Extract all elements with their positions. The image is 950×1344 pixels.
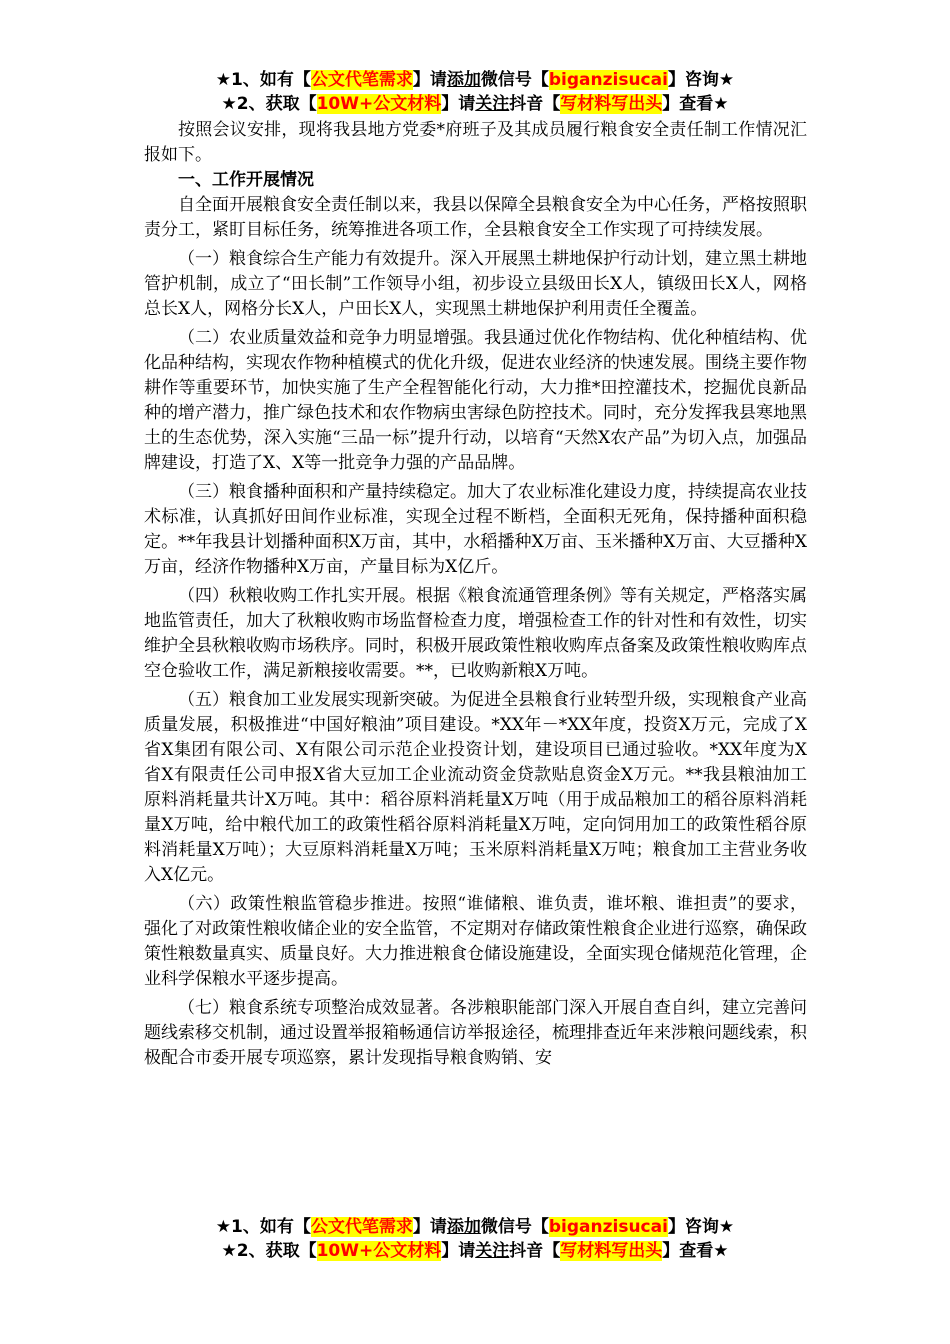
promo-text: 】咨询★ [667,1217,735,1237]
promo-highlight: 10W+公文材料 [316,1241,442,1261]
promo-underline: 添加 [446,70,481,90]
paragraph-4: （四）秋粮收购工作扎实开展。根据《粮食流通管理条例》等有关规定，严格落实属地监管责任，加大了秋粮收购市场监督检查力度，增强检查工作的针对性和有效性，切实维护全县秋粮收购市场秩序。同时，积极开展政策性粮收购库点备案及政策性粮收购库点空仓验收工作，满足新粮接收需要。**，已收购新粮X万吨。 [144,586,807,681]
paragraph-5: （五）粮食加工业发展实现新突破。为促进全县粮食行业转型升级，实现粮食产业高质量发展，积极推进“中国好粮油”项目建设。*XX年－*XX年度，投资X万元，完成了X省X集团有限公司、X有限公司示范企业投资计划，建设项目已通过验收。*XX年度为X省X有限责任公司申报X省大豆加工企业流动资金贷款贴息资金X万元。**我县粮油加工原料消耗量共计X万吨。其中：稻谷原料消耗量X万吨（用于成品粮加工的稻谷原料消耗量X万吨，给中粮代加工的政策性稻谷原料消耗量X万吨，定向饲用加工的政策性稻谷原料消耗量X万吨）；大豆原料消耗量X万吨；玉米原料消耗量X万吨；粮食加工主营业务收入X亿元。 [144,690,807,885]
promo-text: 】请 [441,94,476,114]
intro-paragraph: 按照会议安排，现将我县地方党委*府班子及其成员履行粮食安全责任制工作情况汇报如下。 [144,120,807,165]
section-heading: 一、工作开展情况 [178,170,314,190]
promo-line-2 [0,1239,950,1263]
promo-underline: 关注 [475,94,510,114]
promo-text: 】请 [412,70,447,90]
promo-line-1 [0,68,950,92]
promo-line-2 [0,92,950,116]
promo-text: 微信号【 [480,70,549,90]
promo-highlight: 10W+公文材料 [316,94,442,114]
promo-text: ★1、如有【 [215,1217,311,1237]
paragraph-1: （一）粮食综合生产能力有效提升。深入开展黑土耕地保护行动计划，建立黑土耕地管护机制，成立了“田长制”工作领导小组，初步设立县级田长X人，镇级田长X人，网格总长X人，网格分长X人，户田长X人，实现黑土耕地保护利用责任全覆盖。 [144,249,807,319]
section-intro-paragraph: 自全面开展粮食安全责任制以来，我县以保障全县粮食安全为中心任务，严格按照职责分工，紧盯目标任务，统筹推进各项工作，全县粮食安全工作实现了可持续发展。 [144,195,807,240]
promo-underline: 关注 [475,1241,510,1261]
promo-banner-bottom [0,1215,950,1263]
promo-highlight: 公文代笔需求 [310,1217,413,1237]
promo-text: 抖音【 [509,1241,561,1261]
promo-text: 】咨询★ [667,70,735,90]
promo-wechat-id: biganzisucai [548,70,668,90]
document-body [144,118,807,1071]
promo-text: ★2、获取【 [221,94,317,114]
promo-text: 】查看★ [662,1241,729,1261]
promo-wechat-id: biganzisucai [548,1217,668,1237]
paragraph-3: （三）粮食播种面积和产量持续稳定。加大了农业标准化建设力度，持续提高农业技术标准，认真抓好田间作业标准，实现全过程不断档，全面积无死角，保持播种面积稳定。**年我县计划播种面积X万亩，其中，水稻播种X万亩、玉米播种X万亩、大豆播种X万亩，经济作物播种X万亩，产量目标为X亿斤。 [144,482,807,577]
promo-douyin-id: 写材料写出头 [560,1241,663,1261]
promo-text: 】请 [412,1217,447,1237]
promo-highlight: 公文代笔需求 [310,70,413,90]
paragraph-6: （六）政策性粮监管稳步推进。按照“谁储粮、谁负责，谁坏粮、谁担责”的要求，强化了对政策性粮收储企业的安全监管，不定期对存储政策性粮食企业进行巡察，确保政策性粮数量真实、质量良好。大力推进粮食仓储设施建设，全面实现仓储规范化管理，企业科学保粮水平逐步提高。 [144,894,807,989]
promo-douyin-id: 写材料写出头 [560,94,663,114]
paragraph-2: （二）农业质量效益和竞争力明显增强。我县通过优化作物结构、优化种植结构、优化品种结构，实现农作物种植模式的优化升级，促进农业经济的快速发展。围绕主要作物耕作等重要环节，加快实施了生产全程智能化行动，大力推*田控灌技术，挖掘优良新品种的增产潜力，推广绿色技术和农作物病虫害绿色防控技术。同时，充分发挥我县寒地黑土的生态优势，深入实施“三品一标”提升行动，以培育“天然X农产品”为切入点，加强品牌建设，打造了X、X等一批竞争力强的产品品牌。 [144,328,807,473]
paragraph-7: （七）粮食系统专项整治成效显著。各涉粮职能部门深入开展自查自纠，建立完善问题线索移交机制，通过设置举报箱畅通信访举报途径，梳理排查近年来涉粮问题线索，积极配合市委开展专项巡察，累计发现指导粮食购销、安 [144,998,807,1068]
promo-underline: 添加 [446,1217,481,1237]
promo-text: ★1、如有【 [215,70,311,90]
promo-text: 】请 [441,1241,476,1261]
promo-text: 】查看★ [662,94,729,114]
promo-line-1 [0,1215,950,1239]
promo-text: 微信号【 [480,1217,549,1237]
promo-text: ★2、获取【 [221,1241,317,1261]
promo-text: 抖音【 [509,94,561,114]
promo-banner-top [0,68,950,116]
